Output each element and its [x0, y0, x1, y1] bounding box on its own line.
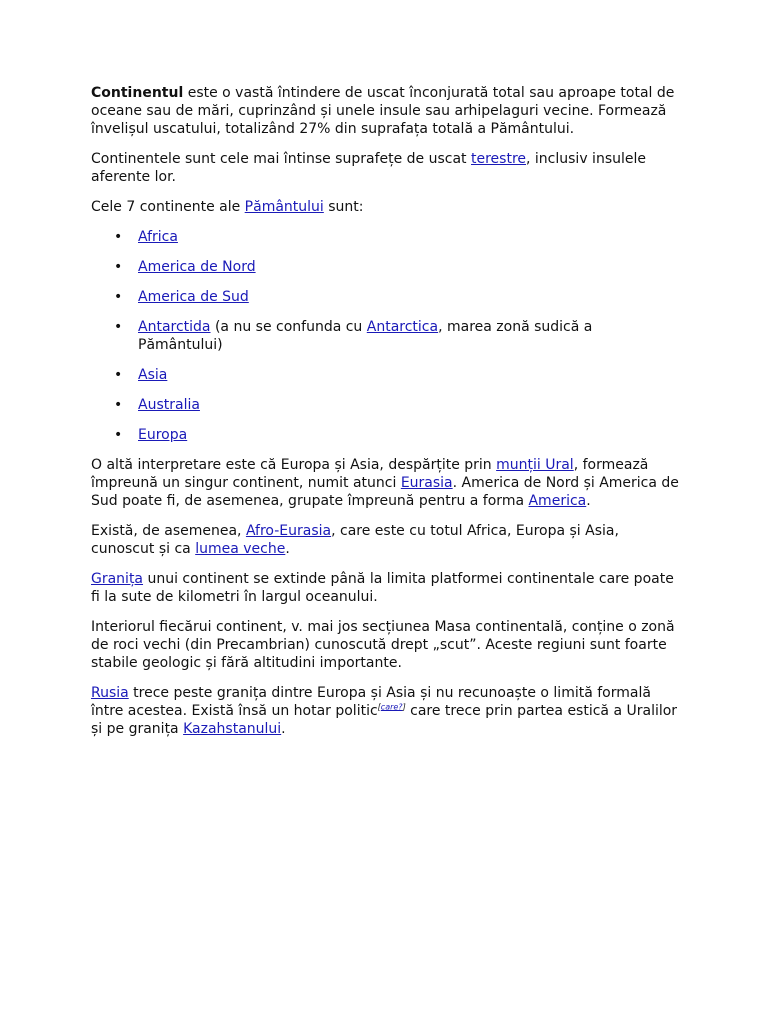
link-antarctida[interactable]: Antarctida: [138, 319, 211, 335]
paragraph-text: . America de Nord și America de Sud poate fi, de asemenea, grupate împreună pentru a forma: [91, 475, 679, 509]
link-america-de-sud[interactable]: America de Sud: [138, 289, 249, 305]
link-lumea-veche[interactable]: lumea veche: [195, 541, 286, 557]
paragraph-text: Continentele sunt cele mai întinse suprafețe de uscat: [91, 151, 471, 167]
paragraph-text: Cele 7 continente ale: [91, 199, 245, 215]
link-terestre[interactable]: terestre: [471, 151, 527, 167]
link-eurasia[interactable]: Eurasia: [400, 475, 453, 491]
paragraph-text: este o vastă întindere de uscat înconjurată total sau aproape total de oceane sau de mări, cuprinzând și unele insule sau arhipelaguri vecine. Formează învelișul uscatului, totalizând 27% din suprafața totală a Pământului.: [91, 85, 675, 137]
list-item-america-de-nord: [114, 258, 681, 276]
paragraph-surfaces: [91, 150, 681, 186]
paragraph-eurasia: [91, 456, 681, 510]
paragraph-definition: [91, 84, 681, 138]
list-item-africa: [114, 228, 681, 246]
citation-needed: [378, 702, 406, 711]
citation-bracket: ]: [402, 702, 406, 712]
link-america-de-nord[interactable]: America de Nord: [138, 259, 256, 275]
list-item-america-de-sud: [114, 288, 681, 306]
link-muntii-ural[interactable]: munții Ural: [496, 457, 574, 473]
link-antarctica[interactable]: Antarctica: [366, 319, 439, 335]
link-kazahstanului[interactable]: Kazahstanului: [183, 721, 282, 737]
link-europa[interactable]: Europa: [138, 427, 188, 443]
list-item-antarctida: [114, 318, 681, 354]
paragraph-text: , inclusiv insulele aferente lor.: [91, 151, 646, 185]
link-care[interactable]: care?: [380, 702, 403, 712]
term-continentul: Continentul: [91, 85, 184, 101]
list-item-asia: [114, 366, 681, 384]
bullet: •: [114, 427, 123, 443]
bullet: •: [114, 259, 123, 275]
paragraph-text: .: [281, 721, 286, 737]
list-item-europa: [114, 426, 681, 444]
paragraph-text: , formează împreună un singur continent, numit atunci: [91, 457, 649, 491]
list-item-text: (a nu se confunda cu: [210, 319, 367, 335]
paragraph-text: O altă interpretare este că Europa și Asia, despărțite prin: [91, 457, 497, 473]
bullet: •: [114, 289, 123, 305]
paragraph-text: Interiorul fiecărui continent, v. mai jos secțiunea Masa continentală, conține o zonă de roci vechi (din Precambrian) cunoscută drept „scut”. Aceste regiuni sunt foarte stabile geologic și fără altitudini importante.: [91, 619, 675, 671]
continents-list: [91, 228, 681, 444]
paragraph-afro-eurasia: [91, 522, 681, 558]
paragraph-list-intro: [91, 198, 681, 216]
paragraph-text: sunt:: [323, 199, 364, 215]
paragraph-text: Există, de asemenea,: [91, 523, 246, 539]
list-item-text: , marea zonă sudică a Pământului): [138, 319, 593, 353]
link-australia[interactable]: Australia: [138, 397, 200, 413]
paragraph-text: trece peste granița dintre Europa și Asia și nu recunoaște o limită formală între acestea. Există însă un hotar politic: [91, 685, 651, 719]
document-body: [91, 84, 681, 750]
paragraph-text: .: [285, 541, 290, 557]
paragraph-russia: [91, 684, 681, 738]
paragraph-interior: [91, 618, 681, 672]
link-pamantului[interactable]: Pământului: [244, 199, 324, 215]
paragraph-text: , care este cu totul Africa, Europa și Asia, cunoscut și ca: [91, 523, 619, 557]
list-item-australia: [114, 396, 681, 414]
bullet: •: [114, 367, 123, 383]
link-afro-eurasia[interactable]: Afro-Eurasia: [245, 523, 332, 539]
paragraph-text: care trece prin partea estică a Uralilor și pe granița: [91, 703, 678, 737]
link-asia[interactable]: Asia: [138, 367, 168, 383]
paragraph-border: [91, 570, 681, 606]
link-america[interactable]: America: [528, 493, 587, 509]
citation-bracket: [: [377, 702, 381, 712]
link-granita[interactable]: Granița: [91, 571, 144, 587]
bullet: •: [114, 319, 123, 335]
paragraph-text: unui continent se extinde până la limita platformei continentale care poate fi la sute de kilometri în largul oceanului.: [91, 571, 674, 605]
link-africa[interactable]: Africa: [138, 229, 178, 245]
bullet: •: [114, 229, 123, 245]
paragraph-text: .: [586, 493, 591, 509]
bullet: •: [114, 397, 123, 413]
link-rusia[interactable]: Rusia: [91, 685, 129, 701]
